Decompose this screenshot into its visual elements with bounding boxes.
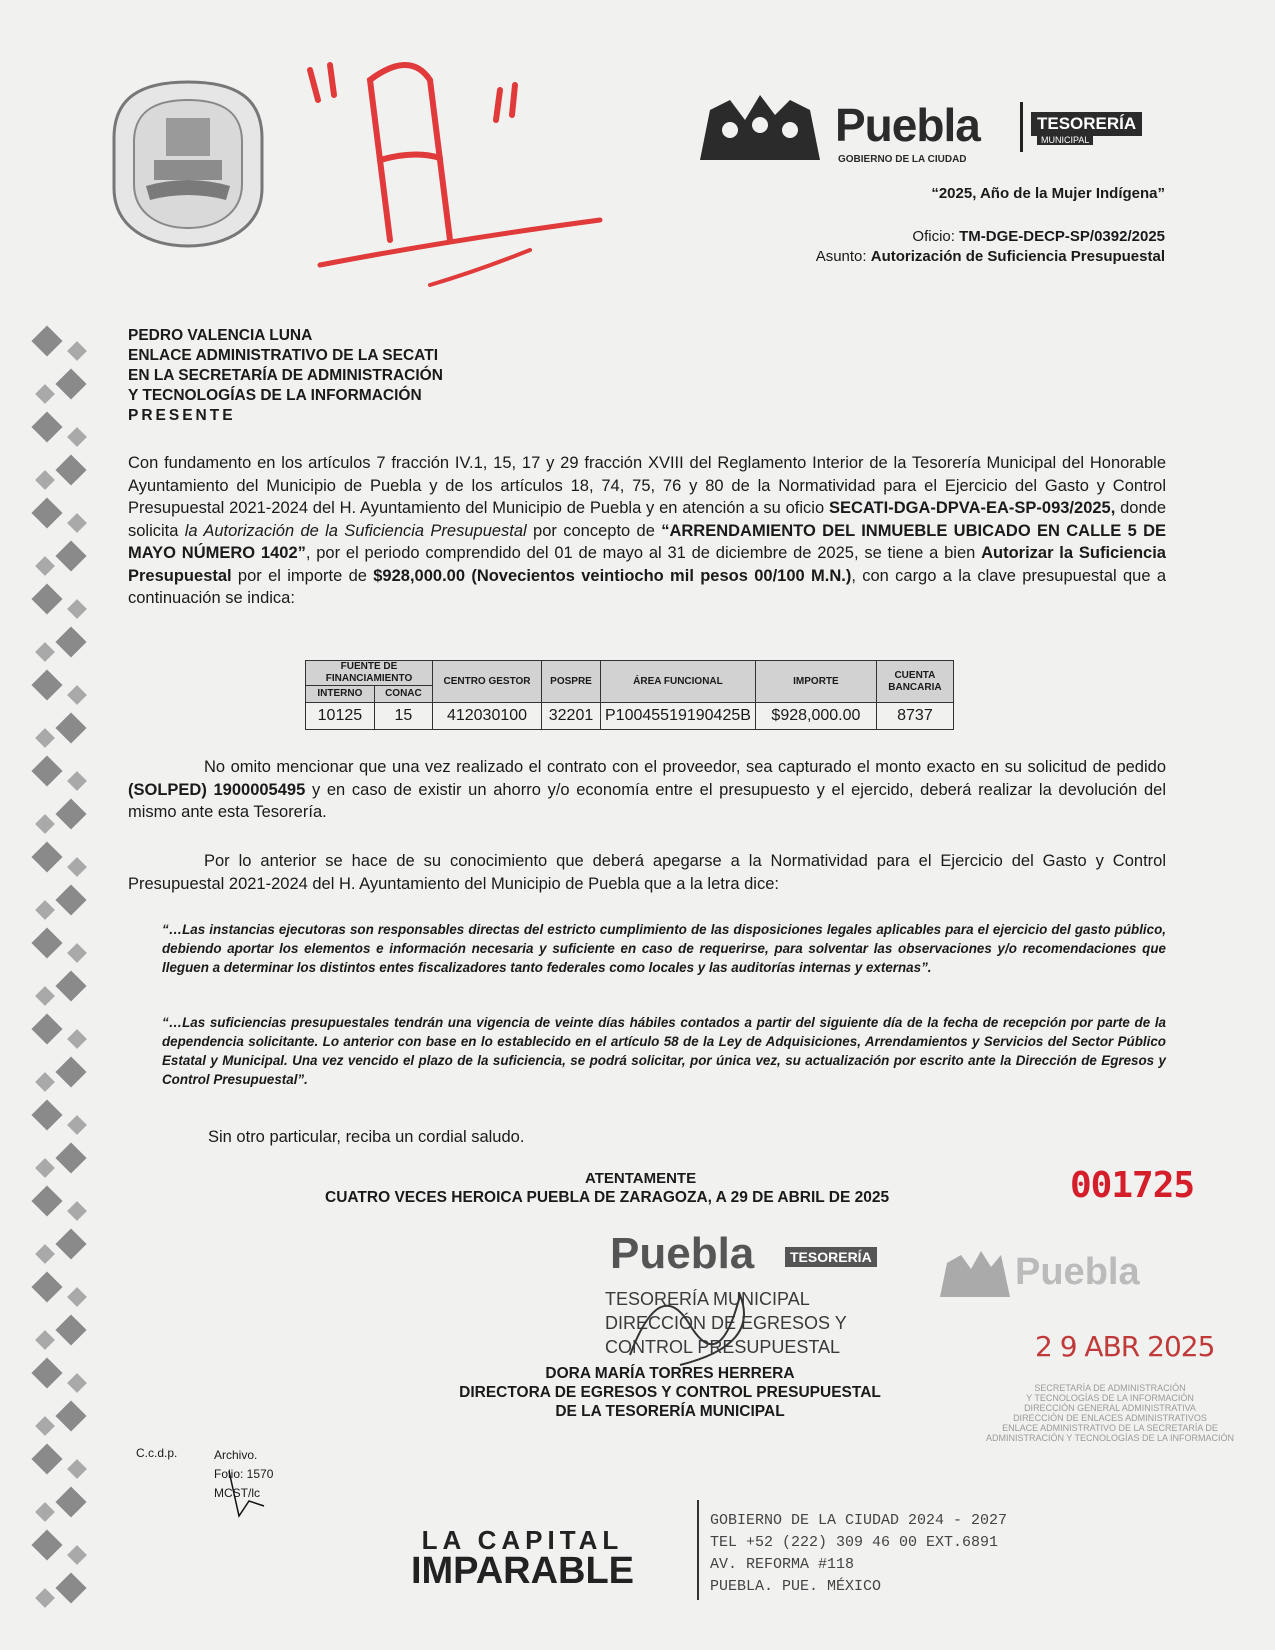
strip-diamond [31,411,62,442]
signer-name: DORA MARÍA TORRES HERRERA [545,1365,795,1382]
header-centro: CENTRO GESTOR [433,661,542,703]
strip-diamond [55,970,86,1001]
strip-diamond [31,1099,62,1130]
strip-diamond-small [35,1416,55,1436]
oficio-number: TM-DGE-DECP-SP/0392/2025 [959,228,1165,245]
footer-contact [710,1510,1007,1598]
cell-conac: 15 [374,703,432,730]
stamp-line: DIRECCIÓN DE EGRESOS Y [605,1313,847,1333]
stamp-dept: TESORERÍA [785,1247,877,1267]
presente-label: PRESENTE [128,407,236,424]
strip-diamond [55,798,86,829]
place-date: CUATRO VECES HEROICA PUEBLA DE ZARAGOZA, A 29 DE ABRIL DE 2025 [325,1189,890,1206]
decorative-border-strip [30,330,102,1640]
header-importe: IMPORTE [755,661,876,703]
brand-name: Puebla [835,99,980,151]
strip-diamond-small [67,943,87,963]
received-stamp-line: ADMINISTRACIÓN Y TECNOLOGÍAS DE LA INFORMACIÓN [985,1433,1235,1443]
header-fuente: FUENTE DE FINANCIAMIENTO [306,661,433,686]
strip-diamond [55,1314,86,1345]
oficio-line: Oficio: TM-DGE-DECP-SP/0392/2025 [912,228,1165,245]
strip-diamond [55,712,86,743]
strip-diamond [55,454,86,485]
signer-title: DIRECTORA DE EGRESOS Y CONTROL PRESUPUESTAL [459,1384,881,1401]
received-stamp-line: DIRECCIÓN DE ENLACES ADMINISTRATIVOS [1013,1413,1207,1423]
strip-diamond-small [35,1244,55,1264]
atentamente-label: ATENTAMENTE [585,1170,697,1187]
cell-interno: 10125 [306,703,375,730]
cell-centro: 412030100 [433,703,542,730]
received-stamp-line: DIRECCIÓN GENERAL ADMINISTRATIVA [1024,1403,1196,1413]
received-stamp-line: SECRETARÍA DE ADMINISTRACIÓN [1034,1383,1186,1393]
dept-badge [1020,102,1151,152]
initials-label: MCST/lc [214,1486,260,1500]
budget-key-table [305,660,954,730]
strip-diamond [55,626,86,657]
strip-diamond-small [35,1072,55,1092]
strip-diamond-small [35,728,55,748]
strip-diamond-small [67,1287,87,1307]
received-stamp-line: Y TECNOLOGÍAS DE LA INFORMACIÓN [1026,1393,1194,1403]
received-date-stamp: 2 9 ABR 2025 [1035,1330,1215,1363]
brand-subtitle: GOBIERNO DE LA CIUDAD [838,154,967,165]
body-paragraph-1: Con fundamento en los artículos 7 fracción IV.1, 15, 17 y 29 fracción XVIII del Reglamento Interior de la Tesorería Municipal del Honorable Ayuntamiento del Municipio de Puebla y de los artículos 18, 74, 75, 76 y 80 de la Normatividad para el Ejercicio del Gasto y Control Presupuestal 2021-2024 del H. Ayuntamiento del Municipio de Puebla y en atención a su oficio SECATI-DGA-DPVA-EA-SP-093/2025, donde solicita la Autorización de la Suficiencia Presupuestal por concepto de “ARRENDAMIENTO DEL INMUEBLE UBICADO EN CALLE 5 DE MAYO NÚMERO 1402”, por el periodo comprendido del 01 de mayo al 31 de diciembre de 2025, se tiene a bien Autorizar la Suficiencia Presupuestal por el importe de $928,000.00 (Novecientos veintiocho mil pesos 00/100 M.N.), con cargo a la clave presupuestal que a continuación se indica: [128,454,1167,607]
strip-diamond-small [35,814,55,834]
strip-diamond-small [35,384,55,404]
quote-2: “…Las suficiencias presupuestales tendrán una vigencia de veinte días hábiles contados a partir del siguiente día de la fecha de recepción por parte de la dependencia solicitante. Lo anterior con base en lo establecido en el artículo 58 de la Ley de Adquisiciones, Arrendamientos y Servicios del Sector Público Estatal y Municipal. Una vez vencido el plazo de la suficiencia, se podrá solicitar, por única vez, su actualización por escrito ante la Dirección de Egresos y Control Presupuestal”. [162,1015,1166,1087]
strip-diamond [31,841,62,872]
slogan-line-1: LA CAPITAL [421,1525,624,1555]
strip-diamond [31,755,62,786]
asunto-text: Autorización de Suficiencia Presupuestal [870,248,1165,265]
ccdp-label: C.c.d.p. [136,1446,178,1460]
footer-line: GOBIERNO DE LA CIUDAD 2024 - 2027 [710,1512,1008,1529]
strip-diamond-small [67,771,87,791]
cell-pospre: 32201 [542,703,601,730]
strip-diamond [55,1486,86,1517]
strip-diamond [31,1443,62,1474]
strip-diamond [31,1185,62,1216]
year-motto: “2025, Año de la Mujer Indígena” [931,185,1165,202]
cell-importe: $928,000.00 [755,703,876,730]
stamp-brand: Puebla [610,1229,755,1278]
strip-diamond [31,1271,62,1302]
handwritten-a-mark [300,40,630,300]
recipient-block [128,326,443,426]
strip-diamond [31,1529,62,1560]
strip-diamond-small [35,1158,55,1178]
strip-diamond-small [67,599,87,619]
strip-diamond [55,1572,86,1603]
quote-1: “…Las instancias ejecutoras son responsables directas del estricto cumplimiento de las disposiciones legales aplicables para el ejercicio del gasto público, debiendo aportar los elementos e información necesaria y suficiente en caso de requerirse, para solventar las observaciones y/o recomendaciones que lleguen a determinar los distintos entes fiscalizadores tanto federales como locales y las auditorías internas y externas”. [162,922,1166,975]
header-interno: INTERNO [306,686,375,703]
strip-diamond-small [67,427,87,447]
received-stamp-line: ENLACE ADMINISTRATIVO DE LA SECRETARÍA DE [1002,1423,1218,1433]
folio-number-stamp: 001725 [1070,1165,1195,1206]
header-cuenta: CUENTA BANCARIA [876,661,953,703]
received-brand: Puebla [1015,1251,1140,1293]
strip-diamond [55,1228,86,1259]
recipient-line: ENLACE ADMINISTRATIVO DE LA SECATI [128,347,438,364]
puebla-tesoreria-logo [690,90,1160,180]
cell-area: P10045519190425B [601,703,756,730]
strip-diamond [31,927,62,958]
slogan-logo [380,1525,665,1593]
header-area: ÁREA FUNCIONAL [601,661,756,703]
strip-diamond-small [67,1029,87,1049]
received-stamp-text [950,1383,1270,1443]
dept-sub: MUNICIPAL [1037,135,1093,145]
stamp-line: CONTROL PRESUPUESTAL [605,1337,841,1357]
footer-line: TEL +52 (222) 309 46 00 EXT.6891 [710,1534,999,1551]
strip-diamond [31,325,62,356]
strip-diamond-small [35,900,55,920]
archivo-label: Archivo. [214,1448,258,1462]
strip-diamond [31,669,62,700]
strip-diamond-small [35,986,55,1006]
stamp-line: TESORERÍA MUNICIPAL [605,1289,810,1309]
strip-diamond-small [67,1459,87,1479]
strip-diamond [31,1013,62,1044]
strip-diamond-small [67,1545,87,1565]
strip-diamond-small [67,513,87,533]
footer-divider [697,1500,699,1600]
strip-diamond [55,884,86,915]
header-conac: CONAC [374,686,432,703]
strip-diamond-small [67,1201,87,1221]
strip-diamond [55,1400,86,1431]
archive-block [214,1446,273,1503]
strip-diamond-small [35,556,55,576]
footer-line: PUEBLA. PUE. MÉXICO [710,1578,882,1595]
strip-diamond-small [35,1502,55,1522]
strip-diamond [31,497,62,528]
strip-diamond [55,540,86,571]
strip-diamond-small [67,1115,87,1135]
strip-diamond [55,1056,86,1087]
folio-label: Folio: 1570 [214,1467,274,1481]
strip-diamond [31,1357,62,1388]
signer-dept: DE LA TESORERÍA MUNICIPAL [555,1403,785,1420]
strip-diamond-small [67,1373,87,1393]
body-paragraph-2: No omito mencionar que una vez realizado el contrato con el proveedor, sea capturado el monto exacto en su solicitud de pedido (SOLPED) 1900005495 y en caso de existir un ahorro y/o economía entre el presupuesto y el ejercido, deberá realizar la devolución del mismo ante esta Tesorería. [128,758,1167,821]
strip-diamond-small [67,857,87,877]
footer-line: AV. REFORMA #118 [710,1556,855,1573]
asunto-line: Asunto: Autorización de Suficiencia Presupuestal [815,248,1165,265]
strip-diamond-small [67,341,87,361]
cell-cuenta: 8737 [876,703,953,730]
recipient-line: Y TECNOLOGÍAS DE LA INFORMACIÓN [128,387,422,404]
strip-diamond-small [67,685,87,705]
strip-diamond [31,583,62,614]
slogan-line-2: IMPARABLE [410,1550,635,1592]
dept-name: TESORERÍA [1031,112,1142,136]
body-paragraph-3: Por lo anterior se hace de su conocimiento que deberá apegarse a la Normatividad para el Ejercicio del Gasto y Control Presupuestal 2021-2024 del H. Ayuntamiento del Municipio de Puebla que a la letra dice: [128,852,1166,893]
recipient-line: EN LA SECRETARÍA DE ADMINISTRACIÓN [128,367,443,384]
strip-diamond [55,368,86,399]
strip-diamond-small [35,1330,55,1350]
header-pospre: POSPRE [542,661,601,703]
received-stamp-logo [935,1245,1275,1305]
municipal-seal [110,78,266,250]
strip-diamond-small [35,642,55,662]
strip-diamond [55,1142,86,1173]
strip-diamond-small [35,470,55,490]
recipient-name: PEDRO VALENCIA LUNA [128,327,313,344]
closing-line: Sin otro particular, reciba un cordial saludo. [208,1128,525,1146]
strip-diamond-small [35,1588,55,1608]
